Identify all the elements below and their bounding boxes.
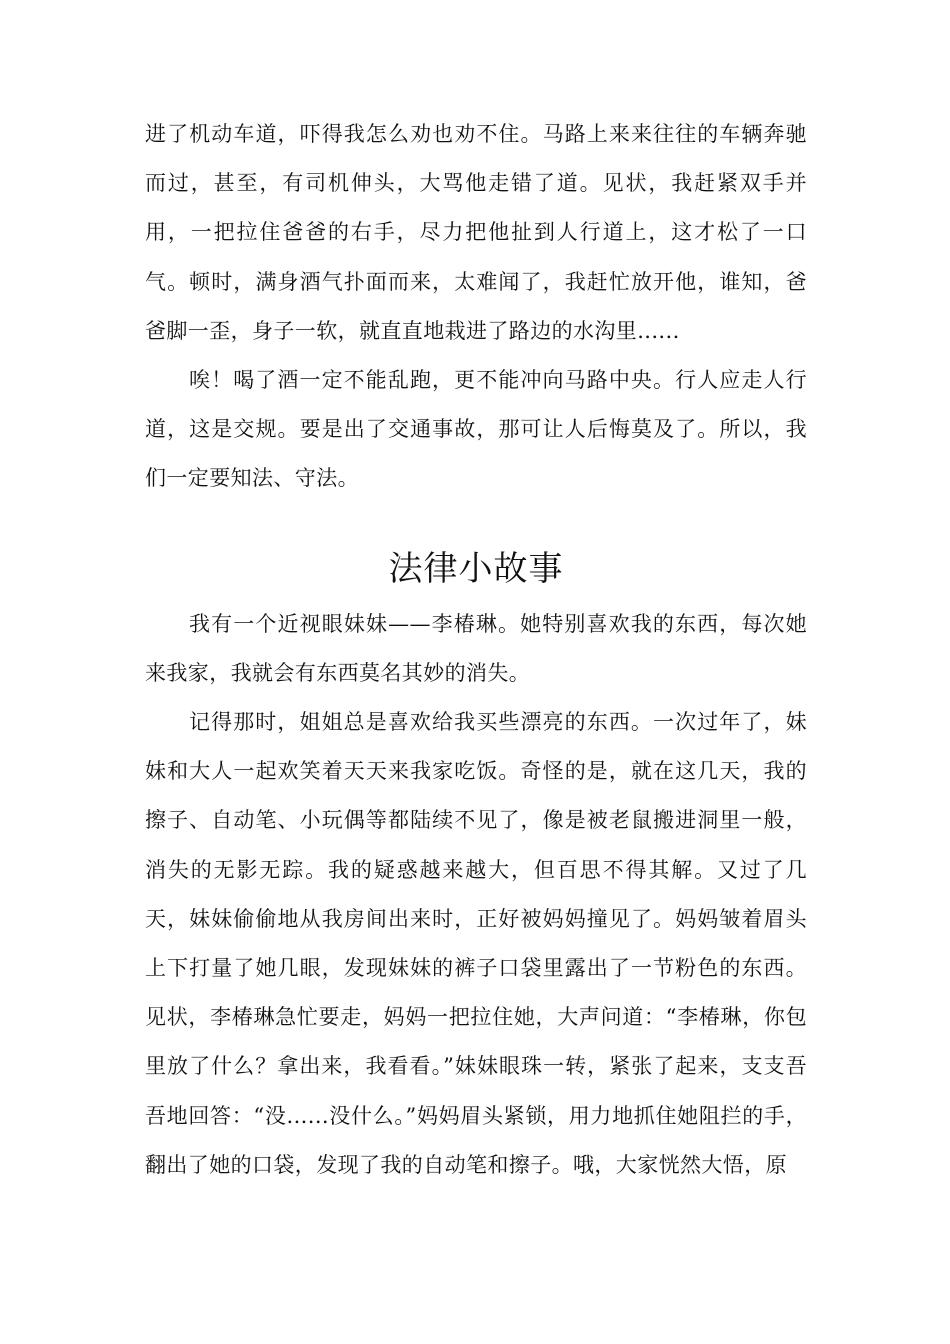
story1-paragraph-2: 唉！喝了酒一定不能乱跑，更不能冲向马路中央。行人应走人行道，这是交规。要是出了交通事故，那可让人后悔莫及了。所以，我们一定要知法、守法。 [145,368,807,491]
story1-paragraph-1: 进了机动车道，吓得我怎么劝也劝不住。马路上来来往往的车辆奔驰而过，甚至，有司机伸头，大骂他走错了道。见状，我赶紧双手并用，一把拉住爸爸的右手，尽力把他扯到人行道上，这才松了一口气。顿时，满身酒气扑面而来，太难闻了，我赶忙放开他，谁知，爸爸脚一歪，身子一软，就直直地栽进了路边的水沟里...... [145,122,807,343]
story2-paragraph-1: 我有一个近视眼妹妹——李椿琳。她特别喜欢我的东西，每次她来我家，我就会有东西莫名其妙的消失。 [145,611,807,685]
story2-title: 法律小故事 [388,548,564,589]
document-page [145,110,807,1190]
story2-paragraph-2: 记得那时，姐姐总是喜欢给我买些漂亮的东西。一次过年了，妹妹和大人一起欢笑着天天来我家吃饭。奇怪的是，就在这几天，我的擦子、自动笔、小玩偶等都陆续不见了，像是被老鼠搬进洞里一般，消失的无影无踪。我的疑惑越来越大，但百思不得其解。又过了几天，妹妹偷偷地从我房间出来时，正好被妈妈撞见了。妈妈皱着眉头上下打量了她几眼，发现妹妹的裤子口袋里露出了一节粉色的东西。见状，李椿琳急忙要走，妈妈一把拉住她，大声问道：“李椿琳，你包里放了什么？拿出来，我看看。”妹妹眼珠一转，紧张了起来，支支吾吾地回答：“没......没什么。”妈妈眉头紧锁，用力地抓住她阻拦的手，翻出了她的口袋，发现了我的自动笔和擦子。哦，大家恍然大悟，原 [145,710,807,1177]
